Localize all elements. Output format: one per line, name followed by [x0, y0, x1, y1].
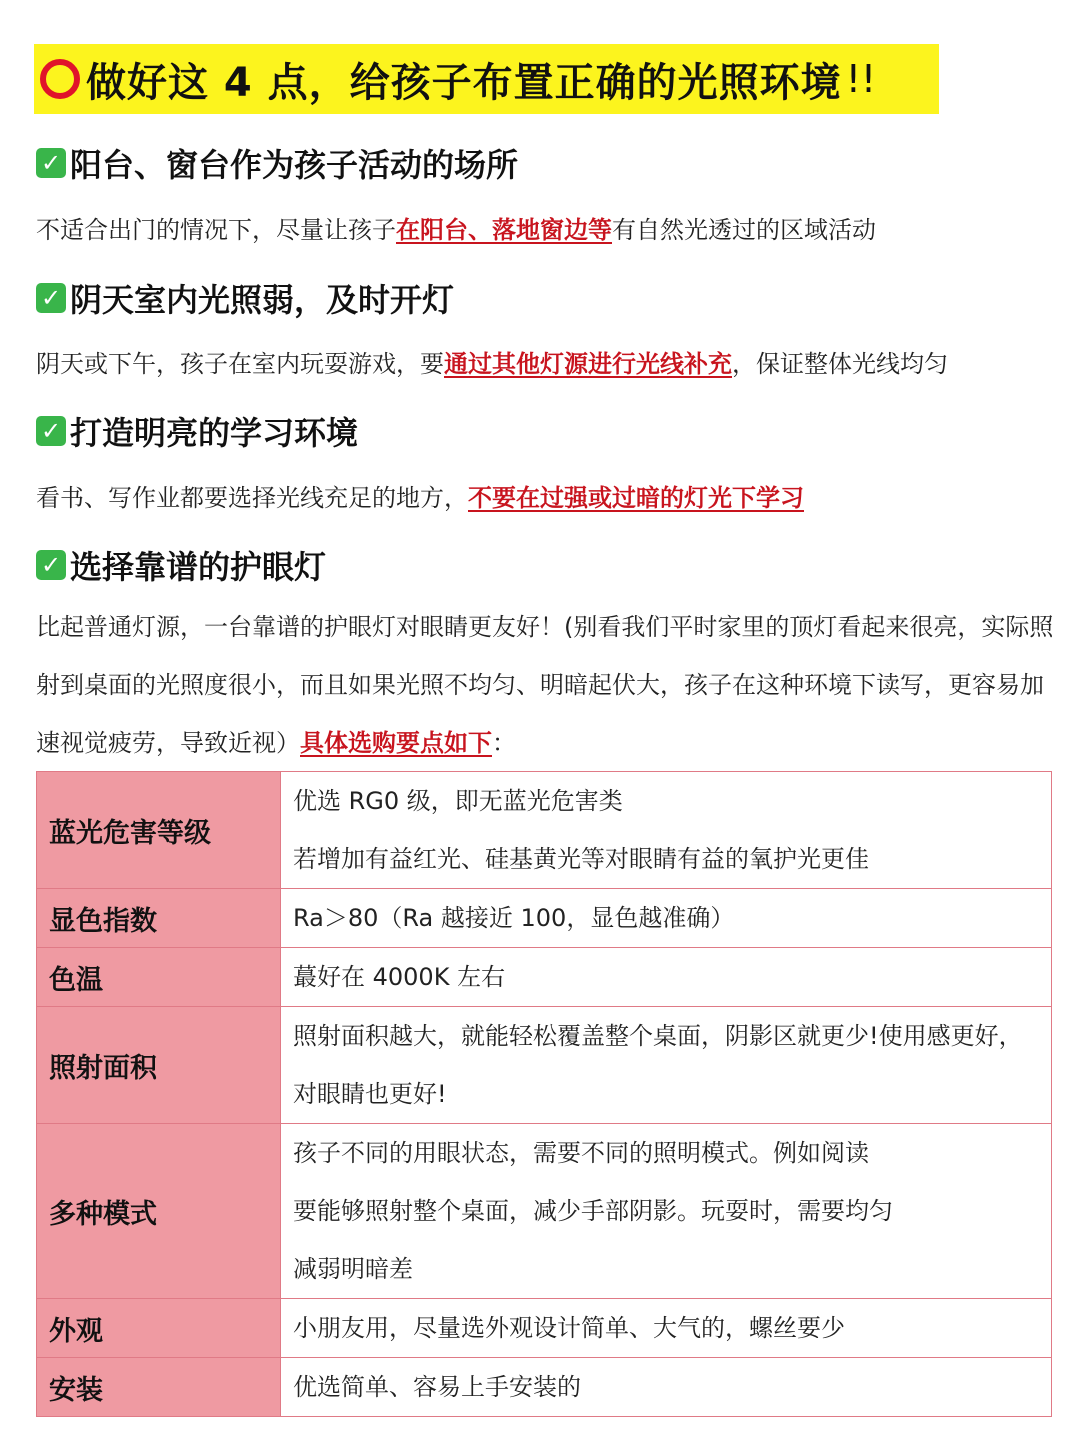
value-line: 小朋友用，尽量选外观设计简单、大气的，螺丝要少 [293, 1314, 845, 1342]
table-row [37, 1358, 1052, 1417]
section-paragraph-2 [36, 344, 1056, 379]
section-heading-text: 阳台、窗台作为孩子活动的场所 [70, 146, 519, 184]
paragraph-text: 不适合出门的情况下，尽量让孩子 [36, 216, 396, 244]
table-row [37, 1007, 1052, 1124]
highlight-text: 不要在过强或过暗的灯光下学习 [468, 484, 804, 512]
check-mark-icon: ✓ [36, 416, 66, 446]
red-circle-icon [40, 59, 80, 99]
check-mark-icon: ✓ [36, 283, 66, 313]
section-heading-2 [36, 275, 454, 321]
page-title: 做好这 4 点，给孩子布置正确的光照环境 [86, 59, 842, 106]
row-key: 显色指数 [37, 889, 281, 948]
row-key: 色温 [37, 948, 281, 1007]
highlight-text: 通过其他灯源进行光线补充 [444, 350, 732, 378]
section-paragraph-3 [36, 478, 1056, 513]
value-line: 要能够照射整个桌面，减少手部阴影。玩耍时，需要均匀 [293, 1197, 893, 1225]
paragraph-text: 有自然光透过的区域活动 [612, 216, 876, 244]
table-row [37, 1299, 1052, 1358]
row-key: 照射面积 [37, 1007, 281, 1124]
section-heading-text: 阴天室内光照弱，及时开灯 [70, 281, 455, 319]
row-key: 外观 [37, 1299, 281, 1358]
row-key: 蓝光危害等级 [37, 772, 281, 889]
section-paragraph-1 [36, 210, 1056, 245]
table-row [37, 1124, 1052, 1299]
row-value [281, 1124, 1052, 1299]
section-heading-text: 打造明亮的学习环境 [70, 414, 359, 452]
section-heading-3 [36, 408, 358, 454]
check-mark-icon: ✓ [36, 148, 66, 178]
value-line: 孩子不同的用眼状态，需要不同的照明模式。例如阅读 [293, 1139, 869, 1167]
title-banner [34, 44, 939, 114]
table-row [37, 772, 1052, 889]
paragraph-text: 看书、写作业都要选择光线充足的地方， [36, 484, 468, 512]
row-value [281, 889, 1052, 948]
check-mark-icon: ✓ [36, 550, 66, 580]
title-exclamation: !! [845, 57, 877, 101]
table-row [37, 948, 1052, 1007]
row-value [281, 1299, 1052, 1358]
paragraph-text: ： [492, 729, 516, 757]
value-line: 减弱明暗差 [293, 1255, 413, 1283]
highlight-text: 具体选购要点如下 [300, 729, 492, 757]
highlight-text: 在阳台、落地窗边等 [396, 216, 612, 244]
row-value [281, 1358, 1052, 1417]
row-value [281, 772, 1052, 889]
value-line: Ra＞80（Ra 越接近 100，显色越准确） [293, 904, 735, 932]
paragraph-text: 阴天或下午，孩子在室内玩耍游戏，要 [36, 350, 444, 378]
row-key: 多种模式 [37, 1124, 281, 1299]
value-line: 若增加有益红光、硅基黄光等对眼睛有益的氧护光更佳 [293, 845, 869, 873]
value-line: 优选简单、容易上手安装的 [293, 1373, 581, 1401]
row-value [281, 1007, 1052, 1124]
paragraph-text: ，保证整体光线均匀 [732, 350, 948, 378]
paragraph-text: 比起普通灯源，一台靠谱的护眼灯对眼睛更友好！(别看我们平时家里的顶灯看起来很亮，实际照射到桌面的光照度很小，而且如果光照不均匀、明暗起伏大，孩子在这种环境下读写，更容易加速视觉疲劳，导致近视） [36, 613, 1054, 757]
section-paragraph-4 [36, 598, 1056, 772]
section-heading-text: 选择靠谱的护眼灯 [70, 548, 327, 586]
value-line: 优选 RG0 级，即无蓝光危害类 [293, 787, 623, 815]
lamp-spec-table [36, 771, 1052, 1417]
value-line: 蕞好在 4000K 左右 [293, 963, 506, 991]
row-key: 安装 [37, 1358, 281, 1417]
table-row [37, 889, 1052, 948]
section-heading-1 [36, 140, 518, 186]
row-value [281, 948, 1052, 1007]
value-line: 照射面积越大，就能轻松覆盖整个桌面，阴影区就更少!使用感更好， [293, 1022, 1023, 1050]
section-heading-4 [36, 542, 326, 588]
value-line: 对眼睛也更好! [293, 1080, 447, 1108]
